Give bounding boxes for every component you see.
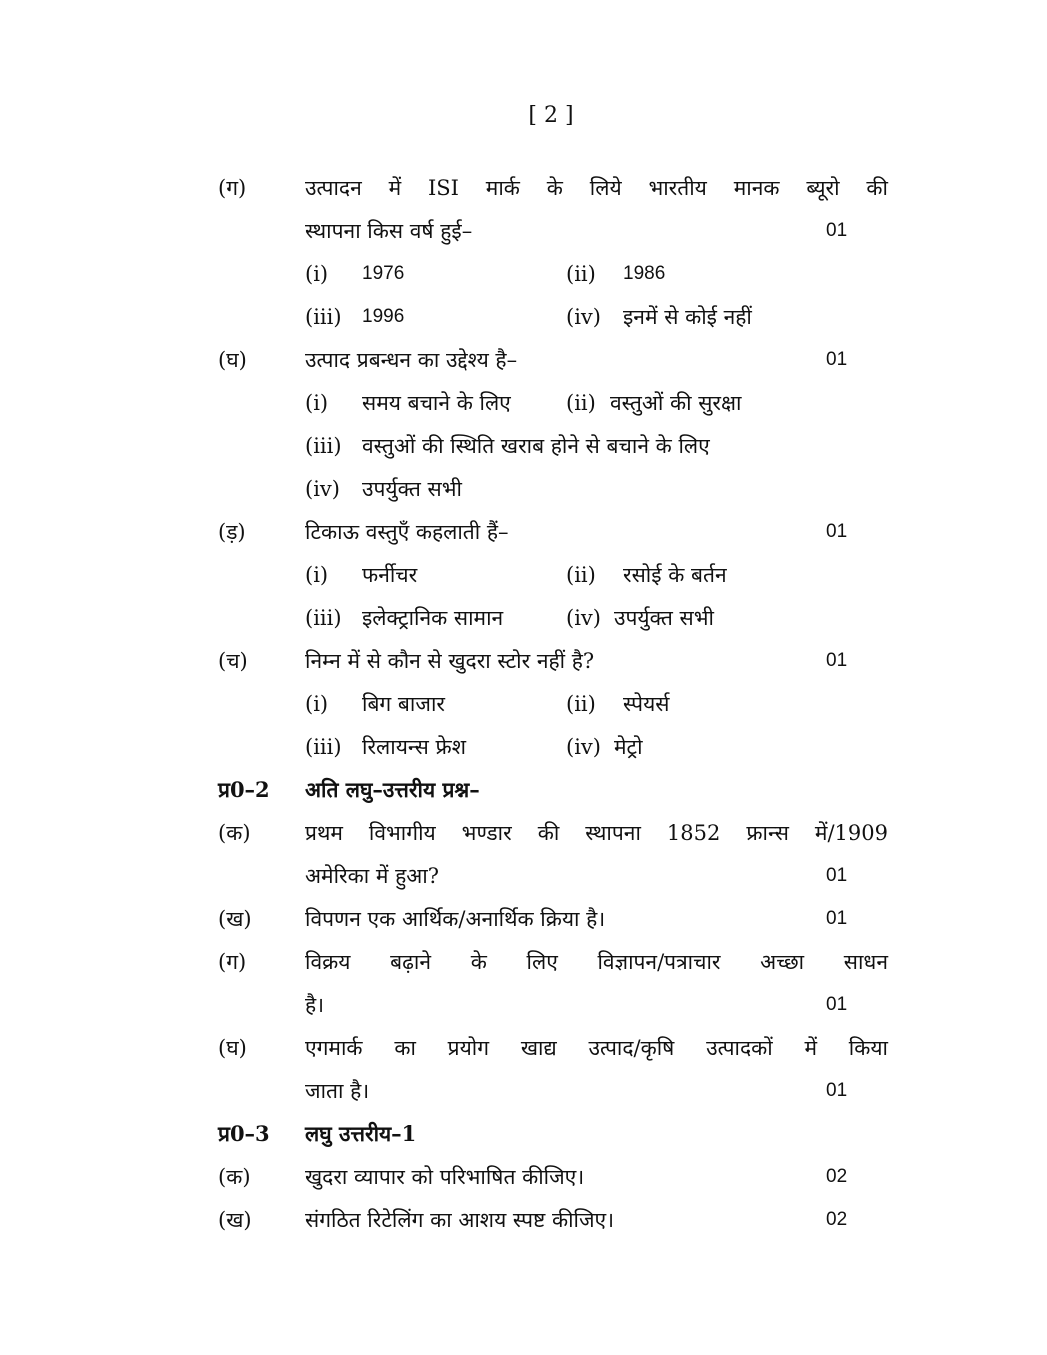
marks: 01	[826, 908, 848, 929]
question-label: (ख)	[218, 1208, 252, 1232]
option-row: (iii) रिलायन्स फ्रेश (iv) मेट्रो	[305, 735, 643, 759]
question-text: टिकाऊ वस्तुएँ कहलाती हैं–	[305, 520, 509, 544]
question-text: स्थापना किस वर्ष हुई–	[305, 219, 473, 243]
question-row	[218, 856, 888, 896]
question-text: जाता है।	[305, 1079, 370, 1103]
question-label: (ग)	[218, 950, 247, 974]
question-row	[218, 168, 888, 208]
question-label: (च)	[218, 649, 248, 673]
question-row	[218, 899, 888, 939]
marks: 01	[826, 521, 848, 542]
option-row: (iii) वस्तुओं की स्थिति खराब होने से बचाने के लिए	[305, 434, 710, 458]
marks: 01	[826, 650, 848, 671]
question-label: (क)	[218, 821, 251, 845]
section-heading	[218, 1114, 888, 1154]
section-label: प्र0–2	[218, 777, 270, 802]
question-text: उत्पाद प्रबन्धन का उद्देश्य है–	[305, 348, 518, 372]
question-text: उत्पादन में ISI मार्क के लिये भारतीय मानक ब्यूरो की	[305, 176, 888, 200]
option-row: (i) फर्नीचर (ii) रसोई के बर्तन	[305, 563, 727, 587]
question-text: संगठित रिटेलिंग का आशय स्पष्ट कीजिए।	[305, 1208, 615, 1232]
question-label: (ड़)	[218, 520, 246, 544]
question-row	[218, 1028, 888, 1068]
option-row: (iii) 1996 (iv) इनमें से कोई नहीं	[305, 305, 752, 329]
question-label: (घ)	[218, 1036, 247, 1060]
section-title: लघु उत्तरीय–1	[305, 1121, 417, 1146]
question-row	[218, 813, 888, 853]
question-row	[218, 985, 888, 1025]
marks: 02	[826, 1166, 848, 1187]
question-label: (ख)	[218, 907, 252, 931]
question-text: अमेरिका में हुआ?	[305, 864, 439, 888]
question-row	[218, 1200, 888, 1240]
question-row	[218, 1157, 888, 1197]
question-text: है।	[305, 993, 325, 1017]
question-row	[218, 211, 888, 251]
option-row: (iii) इलेक्ट्रानिक सामान (iv) उपर्युक्त सभी	[305, 606, 714, 630]
option-row: (i) समय बचाने के लिए (ii) वस्तुओं की सुरक्षा	[305, 391, 742, 415]
question-row	[218, 942, 888, 982]
marks: 01	[826, 865, 848, 886]
question-row	[218, 512, 888, 552]
question-text: प्रथम विभागीय भण्डार की स्थापना 1852 फ्रान्स में/1909	[305, 821, 888, 845]
section-label: प्र0–3	[218, 1121, 270, 1146]
question-row	[218, 1071, 888, 1111]
marks: 02	[826, 1209, 848, 1230]
question-label: (क)	[218, 1165, 251, 1189]
section-heading	[218, 770, 888, 810]
question-row	[218, 641, 888, 681]
question-label: (ग)	[218, 176, 247, 200]
option-row: (i) 1976 (ii) 1986	[305, 262, 666, 286]
page-number: [ 2 ]	[528, 103, 574, 128]
option-row: (iv) उपर्युक्त सभी	[305, 477, 462, 501]
question-text: निम्न में से कौन से खुदरा स्टोर नहीं है?	[305, 649, 595, 673]
section-title: अति लघु–उत्तरीय प्रश्न–	[305, 777, 480, 802]
marks: 01	[826, 994, 848, 1015]
question-row	[218, 340, 888, 380]
marks: 01	[826, 1080, 848, 1101]
question-text: विक्रय बढ़ाने के लिए विज्ञापन/पत्राचार अच्छा साधन	[305, 950, 888, 974]
question-text: एगमार्क का प्रयोग खाद्य उत्पाद/कृषि उत्पादकों में किया	[305, 1036, 888, 1060]
question-text: खुदरा व्यापार को परिभाषित कीजिए।	[305, 1165, 585, 1189]
question-label: (घ)	[218, 348, 247, 372]
marks: 01	[826, 349, 848, 370]
option-row: (i) बिग बाजार (ii) स्पेयर्स	[305, 692, 670, 716]
marks: 01	[826, 220, 848, 241]
question-text: विपणन एक आर्थिक/अनार्थिक क्रिया है।	[305, 907, 606, 931]
